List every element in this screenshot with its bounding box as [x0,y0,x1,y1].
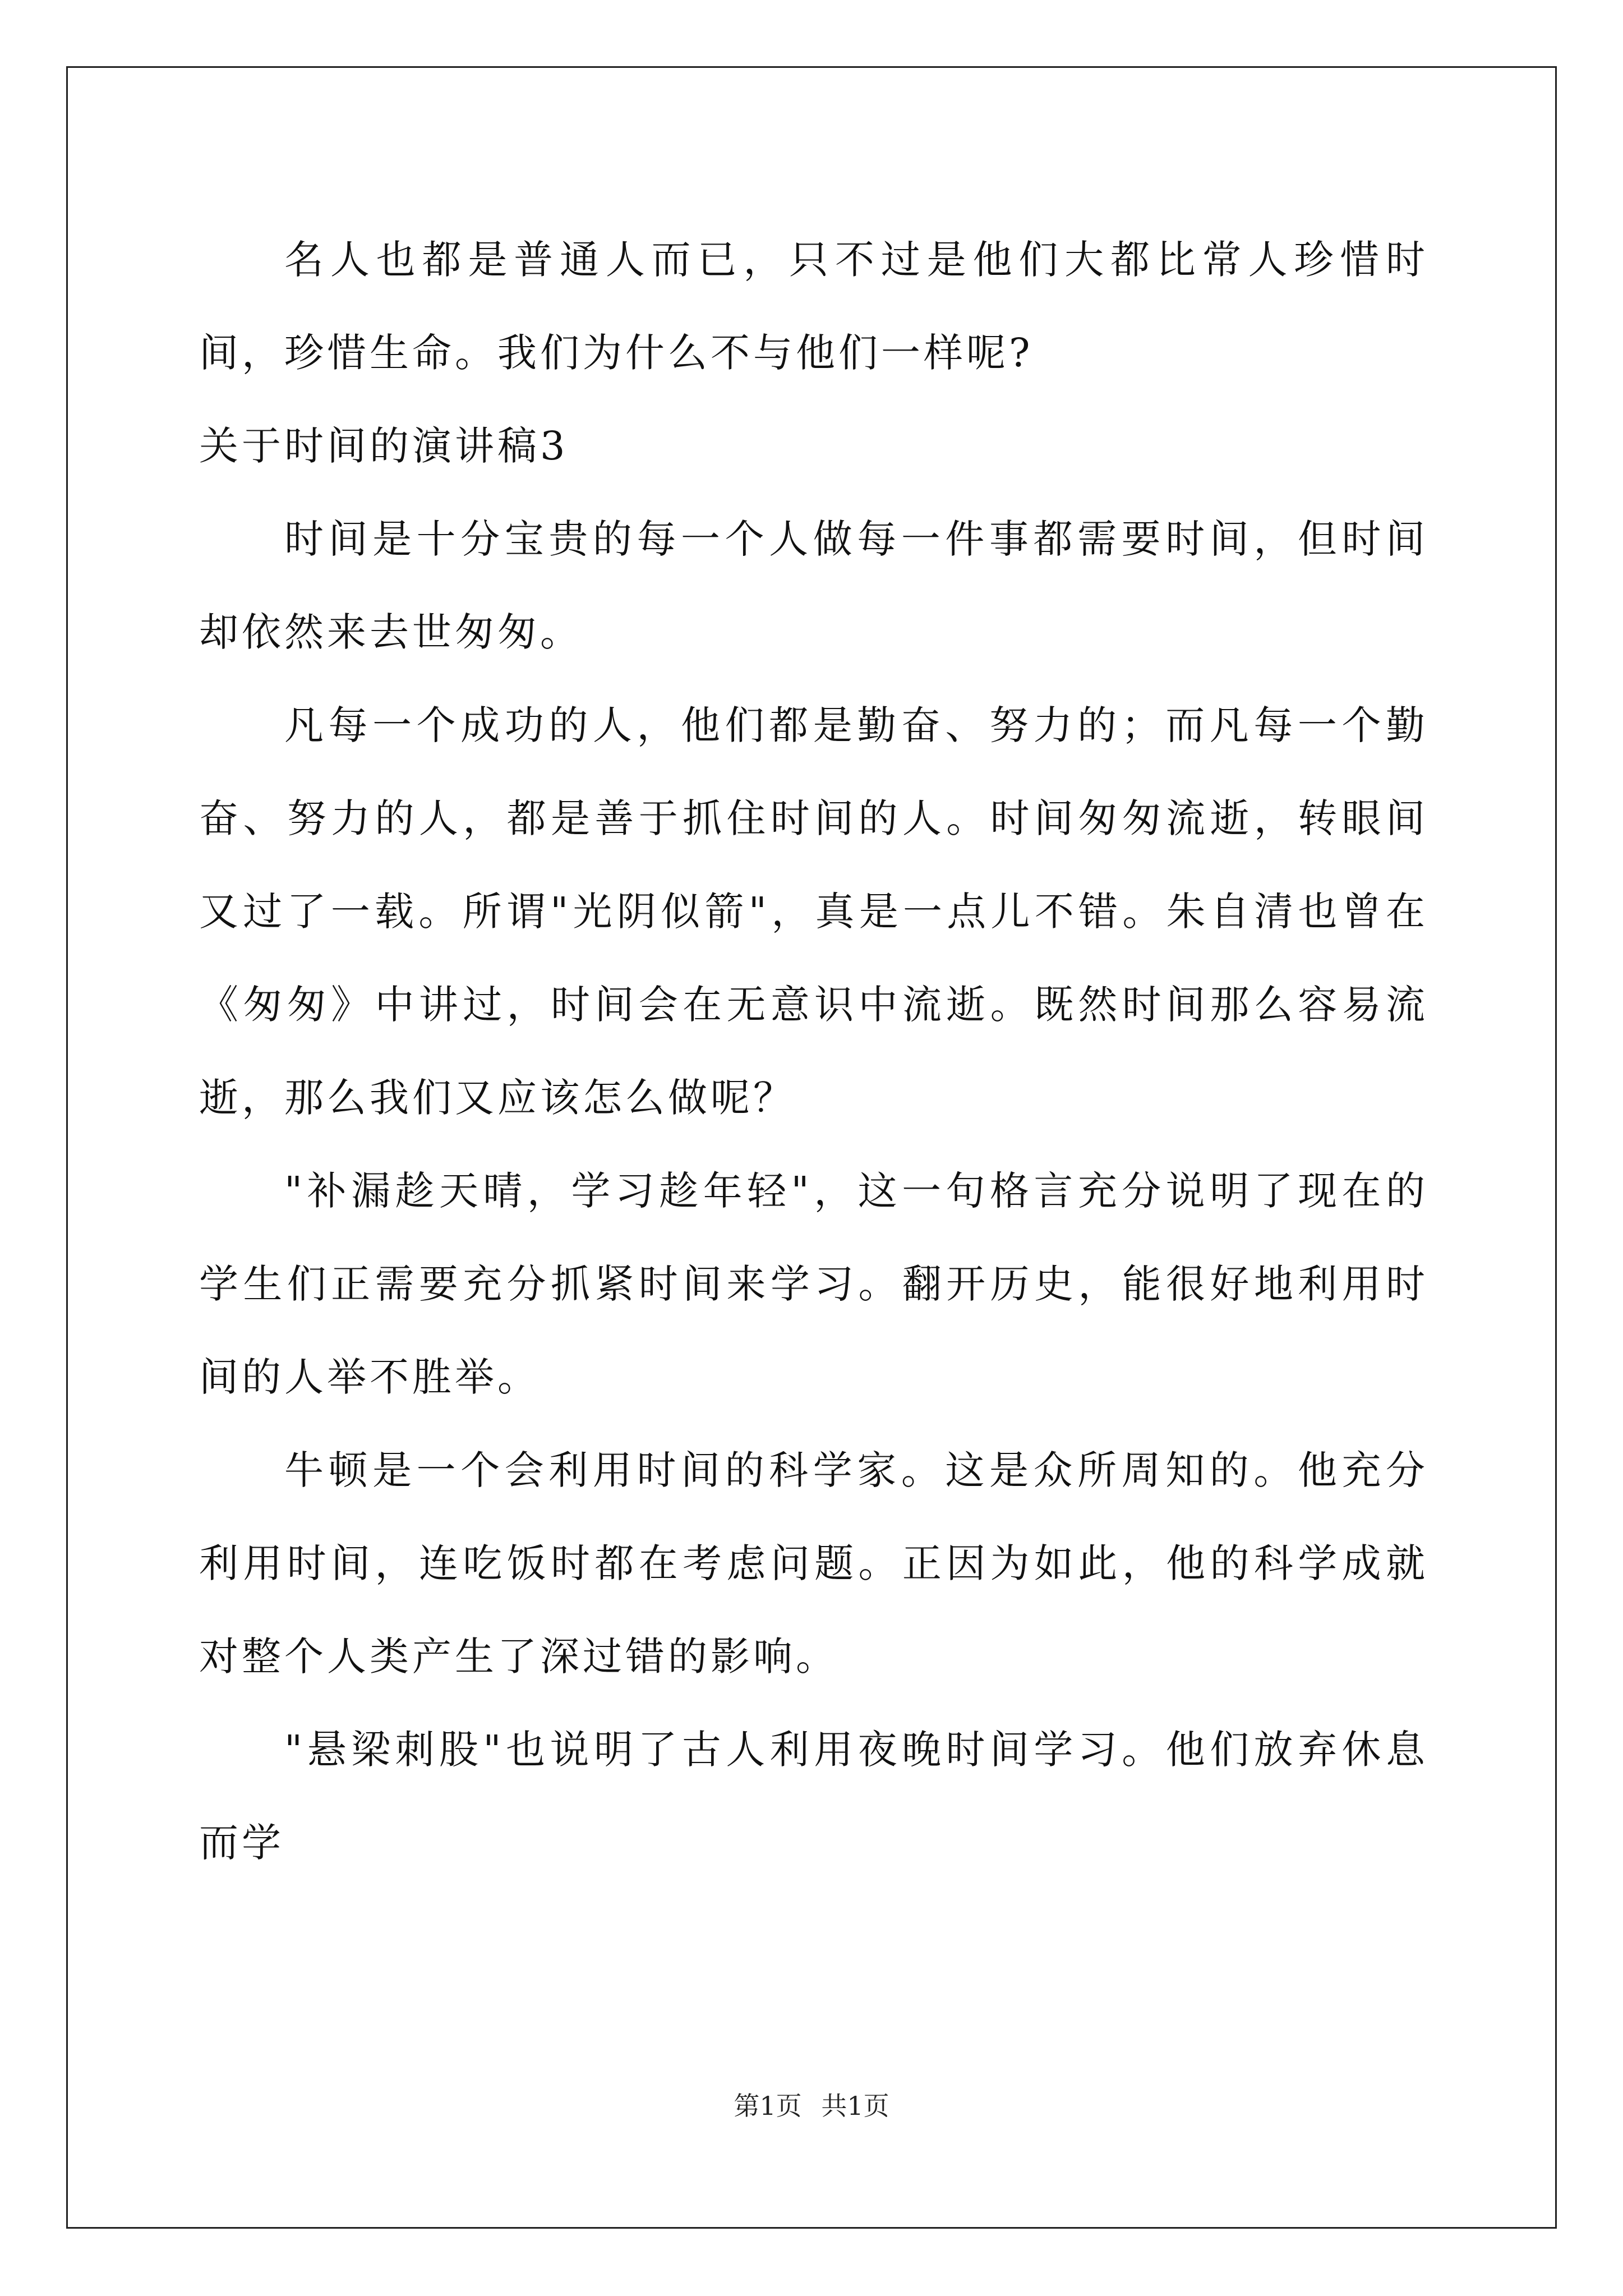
paragraph: 牛顿是一个会利用时间的科学家。这是众所周知的。他充分利用时间，连吃饭时都在考虑问题。正因为如此，他的科学成就对整个人类产生了深过错的影响。 [199,1447,1428,1680]
document-body [199,213,1428,1889]
paragraph: 时间是十分宝贵的每一个人做每一件事都需要时间，但时间却依然来去世匆匆。 [199,516,1428,655]
paragraph: 凡每一个成功的人，他们都是勤奋、努力的；而凡每一个勤奋、努力的人，都是善于抓住时间的人。时间匆匆流逝，转眼间又过了一载。所谓"光阴似箭"，真是一点儿不错。朱自清也曾在《匆匆》中讲过，时间会在无意识中流逝。既然时间那么容易流逝，那么我们又应该怎么做呢？ [199,702,1428,1121]
page-number: 第1页 [734,2091,802,2121]
page-total: 共1页 [821,2091,889,2121]
paragraph: "悬梁刺股"也说明了古人利用夜晚时间学习。他们放弃休息而学 [199,1727,1428,1866]
section-heading: 关于时间的演讲稿3 [199,423,569,469]
paragraph: "补漏趁天晴，学习趁年轻"，这一句格言充分说明了现在的学生们正需要充分抓紧时间来学习。翻开历史，能很好地利用时间的人举不胜举。 [199,1168,1428,1400]
paragraph: 名人也都是普通人而已，只不过是他们大都比常人珍惜时间，珍惜生命。我们为什么不与他们一样呢? [199,237,1428,376]
page-footer [0,2086,1623,2123]
